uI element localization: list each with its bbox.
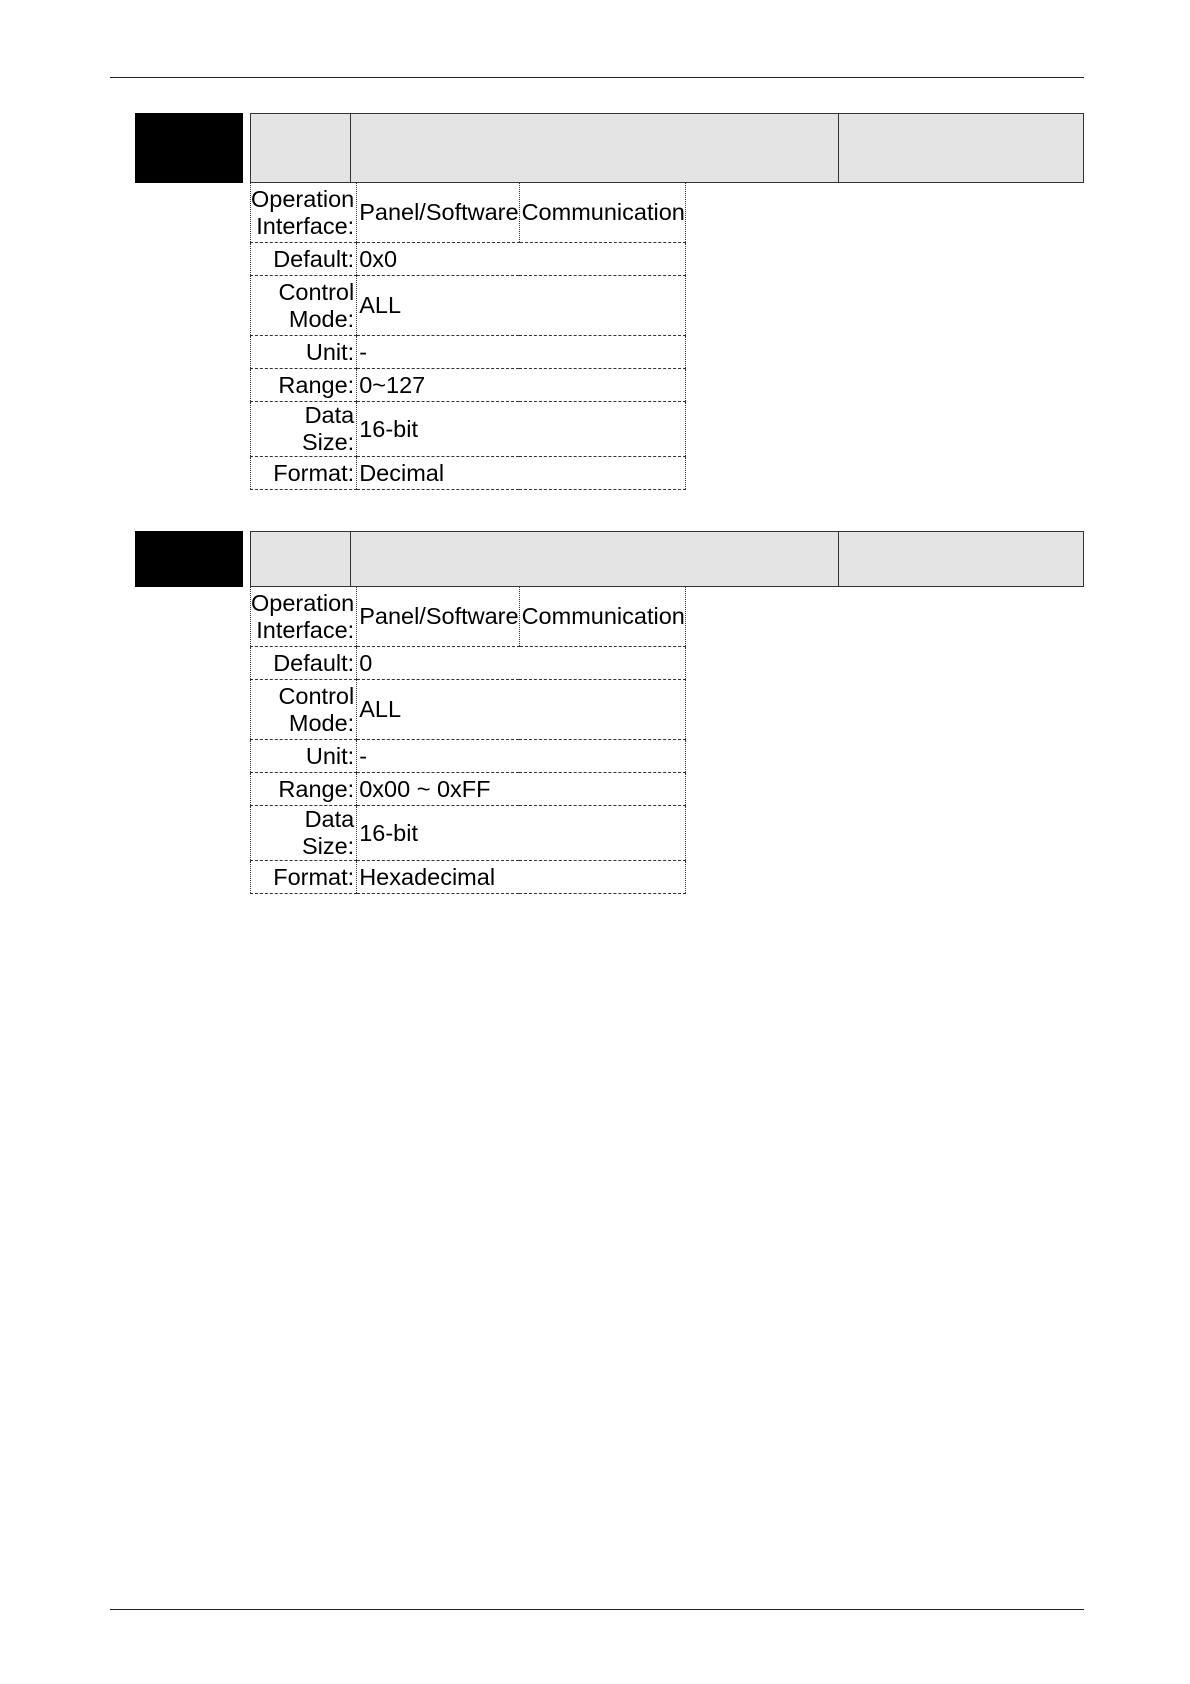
- property-label: Default:: [251, 243, 357, 276]
- property-row: [251, 680, 686, 740]
- parameter-header-cell: [351, 532, 839, 586]
- property-row: [251, 740, 686, 773]
- property-row: [251, 276, 686, 336]
- property-row: [251, 369, 686, 402]
- property-value: Decimal: [357, 457, 686, 490]
- parameter-header-cell: [839, 532, 1083, 586]
- property-row: [251, 457, 686, 490]
- property-value: ALL: [357, 276, 686, 336]
- property-label: Range:: [251, 773, 357, 806]
- parameter-header-cell: [351, 114, 839, 182]
- parameter-header-cell: [251, 532, 351, 586]
- property-label: Data Size:: [251, 402, 357, 457]
- property-label: Range:: [251, 369, 357, 402]
- property-label: Unit:: [251, 740, 357, 773]
- parameter-properties-table: [250, 183, 686, 490]
- property-row: [251, 647, 686, 680]
- parameter-code-box: [135, 531, 243, 587]
- interface-communication: Communication: [519, 587, 685, 647]
- property-value: -: [357, 740, 686, 773]
- parameter-properties-table: [250, 587, 686, 894]
- property-value: -: [357, 336, 686, 369]
- property-value: 0: [357, 647, 686, 680]
- property-value: 0~127: [357, 369, 686, 402]
- parameter-header: [250, 531, 1084, 587]
- interface-panel-software: Panel/Software: [357, 587, 519, 647]
- operation-interface-row: [251, 587, 686, 647]
- property-row: [251, 806, 686, 861]
- property-label: Format:: [251, 457, 357, 490]
- property-row: [251, 861, 686, 894]
- property-row: [251, 402, 686, 457]
- interface-communication: Communication: [519, 183, 685, 243]
- property-label: Control Mode:: [251, 276, 357, 336]
- parameter-header-cell: [839, 114, 1083, 182]
- interface-panel-software: Panel/Software: [357, 183, 519, 243]
- header-rule: [110, 77, 1084, 78]
- operation-interface-label: Operation Interface:: [251, 587, 357, 647]
- property-value: 0x0: [357, 243, 686, 276]
- property-label: Default:: [251, 647, 357, 680]
- property-value: ALL: [357, 680, 686, 740]
- operation-interface-row: [251, 183, 686, 243]
- property-value: Hexadecimal: [357, 861, 686, 894]
- parameter-header: [250, 113, 1084, 183]
- operation-interface-label: Operation Interface:: [251, 183, 357, 243]
- property-value: 16-bit: [357, 402, 686, 457]
- property-label: Unit:: [251, 336, 357, 369]
- property-label: Data Size:: [251, 806, 357, 861]
- property-value: 0x00 ~ 0xFF: [357, 773, 686, 806]
- property-label: Control Mode:: [251, 680, 357, 740]
- property-row: [251, 243, 686, 276]
- property-row: [251, 336, 686, 369]
- property-value: 16-bit: [357, 806, 686, 861]
- footer-rule: [110, 1609, 1084, 1610]
- property-label: Format:: [251, 861, 357, 894]
- property-row: [251, 773, 686, 806]
- parameter-header-cell: [251, 114, 351, 182]
- parameter-code-box: [135, 113, 243, 183]
